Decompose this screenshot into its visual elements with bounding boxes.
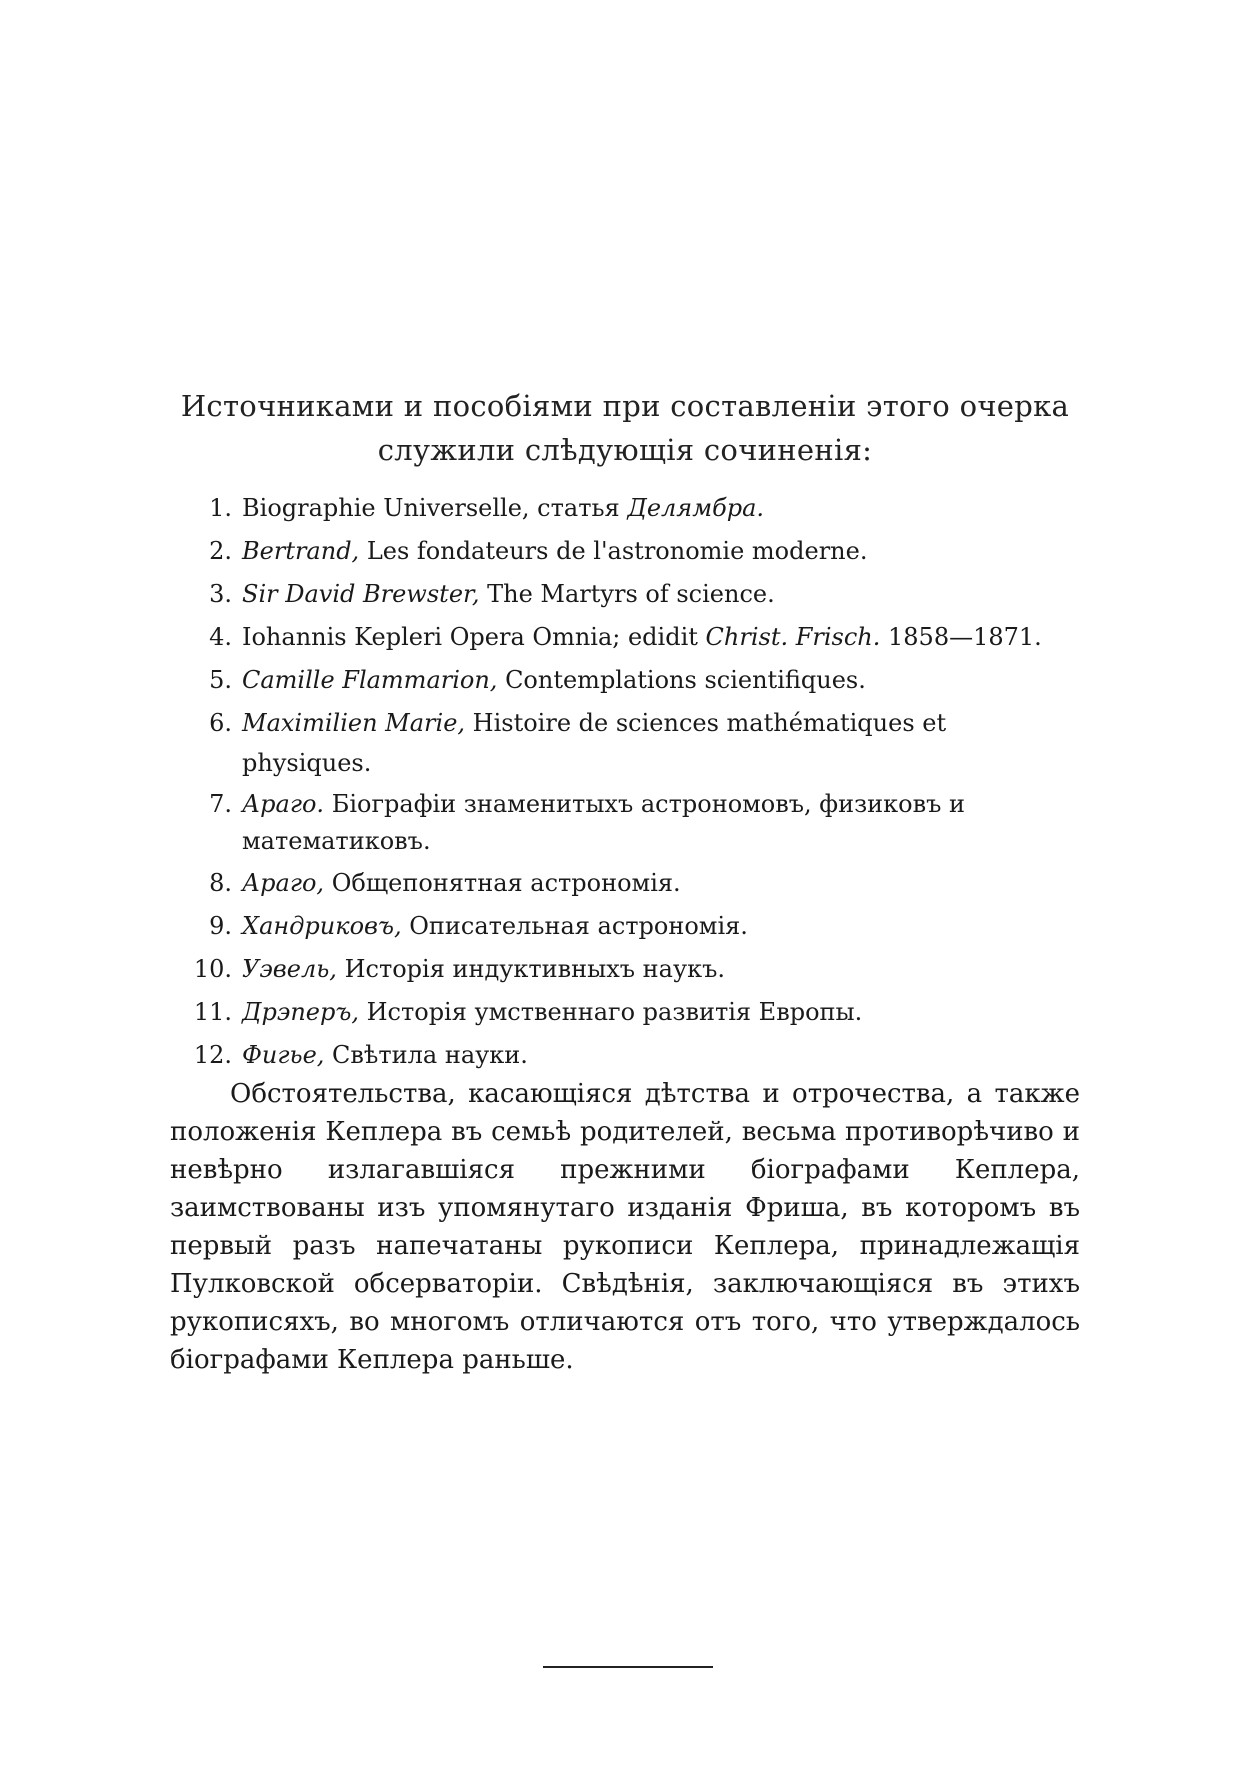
- item-number: 11.: [193, 998, 232, 1026]
- item-author: Араго,: [242, 869, 325, 897]
- item-entry: Camille Flammarion, Contemplations scientifiques.: [242, 666, 866, 694]
- list-item: [170, 531, 1080, 571]
- item-entry: Фигье, Свѣтила науки.: [242, 1041, 528, 1069]
- item-number: 7.: [209, 790, 232, 818]
- item-entry: Biographie Universelle, статья Делямбра.: [242, 494, 765, 522]
- list-item: [170, 574, 1080, 614]
- list-item: [170, 660, 1080, 700]
- item-entry: Bertrand, Les fondateurs de l'astronomie moderne.: [242, 537, 868, 565]
- list-item: [170, 703, 1080, 783]
- sources-heading: Источниками и пособіями при составленіи этого очерка служили слѣдующія сочиненія:: [180, 389, 1070, 467]
- closing-rule: [543, 1666, 713, 1668]
- item-author: Хандриковъ,: [242, 912, 402, 940]
- item-entry: Араго. Біографіи знаменитыхъ астрономовъ, физиковъ и математиковъ.: [242, 790, 966, 855]
- list-item: [170, 949, 1080, 989]
- item-number: 12.: [193, 1041, 232, 1069]
- item-author: Christ. Frisch.: [705, 623, 881, 651]
- item-author: Уэвель,: [242, 955, 337, 983]
- item-author: Араго.: [242, 790, 325, 818]
- sources-list: [170, 488, 1080, 1078]
- item-entry: Араго, Общепонятная астрономія.: [242, 869, 681, 897]
- item-author: Bertrand,: [242, 537, 360, 565]
- item-author: Sir David Brewster,: [242, 580, 480, 608]
- item-entry: Хандриковъ, Описательная астрономія.: [242, 912, 748, 940]
- item-author: Делямбра.: [627, 494, 765, 522]
- body-paragraph: Обстоятельства, касающіяся дѣтства и отрочества, а также положенія Кеплера въ семьѣ родителей, весьма противорѣчиво и невѣрно излагавшіяся прежними біографами Кеплера, заимствованы изъ упомянутаго изданія Фриша, въ которомъ въ первый разъ напечатаны рукописи Кеплера, принадлежащія Пулковской обсерваторіи. Свѣдѣнія, заключающіяся въ этихъ рукописяхъ, во многомъ отличаются отъ того, что утверждалось біографами Кеплера раньше.: [170, 1079, 1080, 1375]
- item-number: 9.: [209, 912, 232, 940]
- list-item: [170, 617, 1080, 657]
- list-item: [170, 786, 1080, 860]
- list-item: [170, 906, 1080, 946]
- item-number: 2.: [209, 537, 232, 565]
- item-number: 6.: [209, 709, 232, 737]
- item-entry: Уэвель, Исторія индуктивныхъ наукъ.: [242, 955, 726, 983]
- item-entry: Maximilien Marie, Histoire de sciences mathématiques et physiques.: [242, 709, 947, 777]
- item-entry: Iohannis Kepleri Opera Omnia; edidit Christ. Frisch. 1858—1871.: [242, 623, 1042, 651]
- item-author: Дрэперъ,: [242, 998, 359, 1026]
- item-entry: Sir David Brewster, The Martyrs of science.: [242, 580, 775, 608]
- item-author: Maximilien Marie,: [242, 709, 466, 737]
- item-number: 3.: [209, 580, 232, 608]
- list-item: [170, 992, 1080, 1032]
- list-item: [170, 863, 1080, 903]
- item-author: Фигье,: [242, 1041, 325, 1069]
- item-number: 1.: [209, 494, 232, 522]
- item-number: 10.: [193, 955, 232, 983]
- item-author: Camille Flammarion,: [242, 666, 498, 694]
- list-item: [170, 1035, 1080, 1075]
- list-item: [170, 488, 1080, 528]
- item-number: 4.: [209, 623, 232, 651]
- item-number: 5.: [209, 666, 232, 694]
- item-number: 8.: [209, 869, 232, 897]
- item-entry: Дрэперъ, Исторія умственнаго развитія Европы.: [242, 998, 863, 1026]
